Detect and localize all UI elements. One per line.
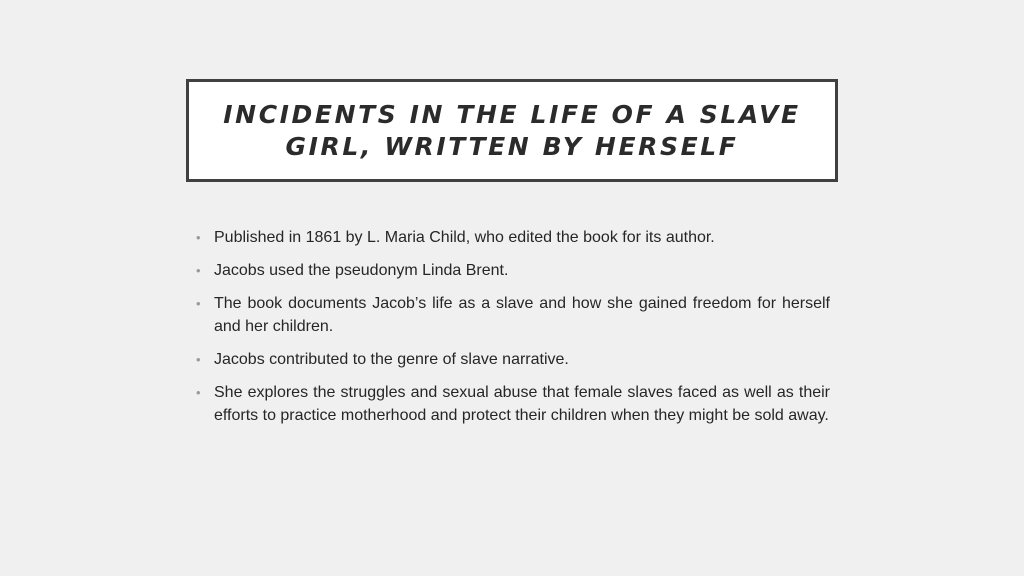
bullet-item	[196, 292, 830, 338]
bullet-item	[196, 226, 830, 249]
title-box	[186, 79, 838, 182]
bullet-item	[196, 348, 830, 371]
slide-title: INCIDENTS IN THE LIFE OF A SLAVE GIRL, WRITTEN BY HERSELF	[223, 99, 801, 161]
bullet-item	[196, 381, 830, 427]
bullet-text: The book documents Jacob’s life as a slave and how she gained freedom for herself and her children.	[214, 295, 830, 335]
bullet-dot-icon: •	[196, 385, 201, 400]
bullet-text: Jacobs contributed to the genre of slave narrative.	[214, 351, 569, 368]
bullet-list	[196, 226, 830, 437]
bullet-dot-icon: •	[196, 263, 201, 278]
bullet-dot-icon: •	[196, 230, 201, 245]
bullet-text: She explores the struggles and sexual abuse that female slaves faced as well as their efforts to practice motherhood and protect their children when they might be sold away.	[214, 384, 830, 424]
bullet-item	[196, 259, 830, 282]
bullet-dot-icon: •	[196, 296, 201, 311]
bullet-dot-icon: •	[196, 352, 201, 367]
bullet-text: Published in 1861 by L. Maria Child, who edited the book for its author.	[214, 229, 715, 246]
bullet-text: Jacobs used the pseudonym Linda Brent.	[214, 262, 509, 279]
